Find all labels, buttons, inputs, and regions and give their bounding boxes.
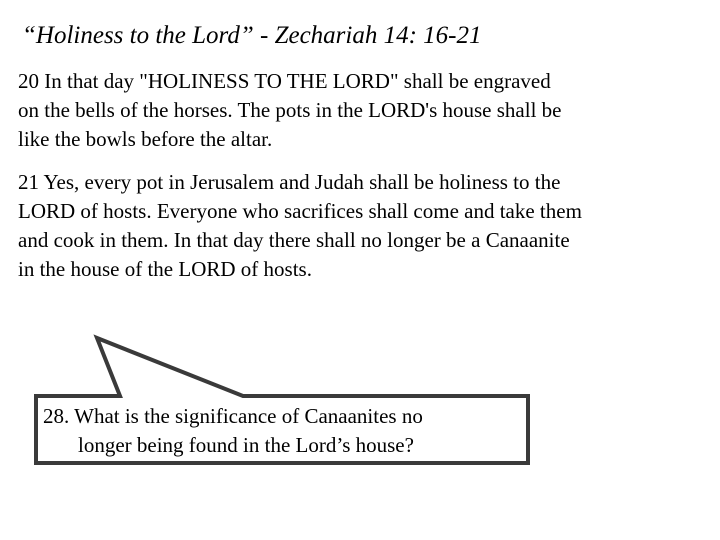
verse-21-line: in the house of the LORD of hosts.: [18, 257, 312, 281]
verse-20-line: like the bowls before the altar.: [18, 127, 273, 151]
question-line: longer being found in the Lord’s house?: [78, 433, 414, 457]
slide-title: “Holiness to the Lord” - Zechariah 14: 16-21: [22, 22, 482, 49]
verse-21-line: and cook in them. In that day there shall no longer be a Canaanite: [18, 228, 570, 252]
discussion-question: [43, 402, 523, 460]
verse-20-line: 20 In that day "HOLINESS TO THE LORD" shall be engraved: [18, 69, 551, 93]
verse-21-line: 21 Yes, every pot in Jerusalem and Judah shall be holiness to the: [18, 170, 561, 194]
question-line: 28. What is the significance of Canaanites no: [43, 404, 423, 428]
verse-20-line: on the bells of the horses. The pots in the LORD's house shall be: [18, 98, 562, 122]
verse-21-line: LORD of hosts. Everyone who sacrifices shall come and take them: [18, 199, 582, 223]
